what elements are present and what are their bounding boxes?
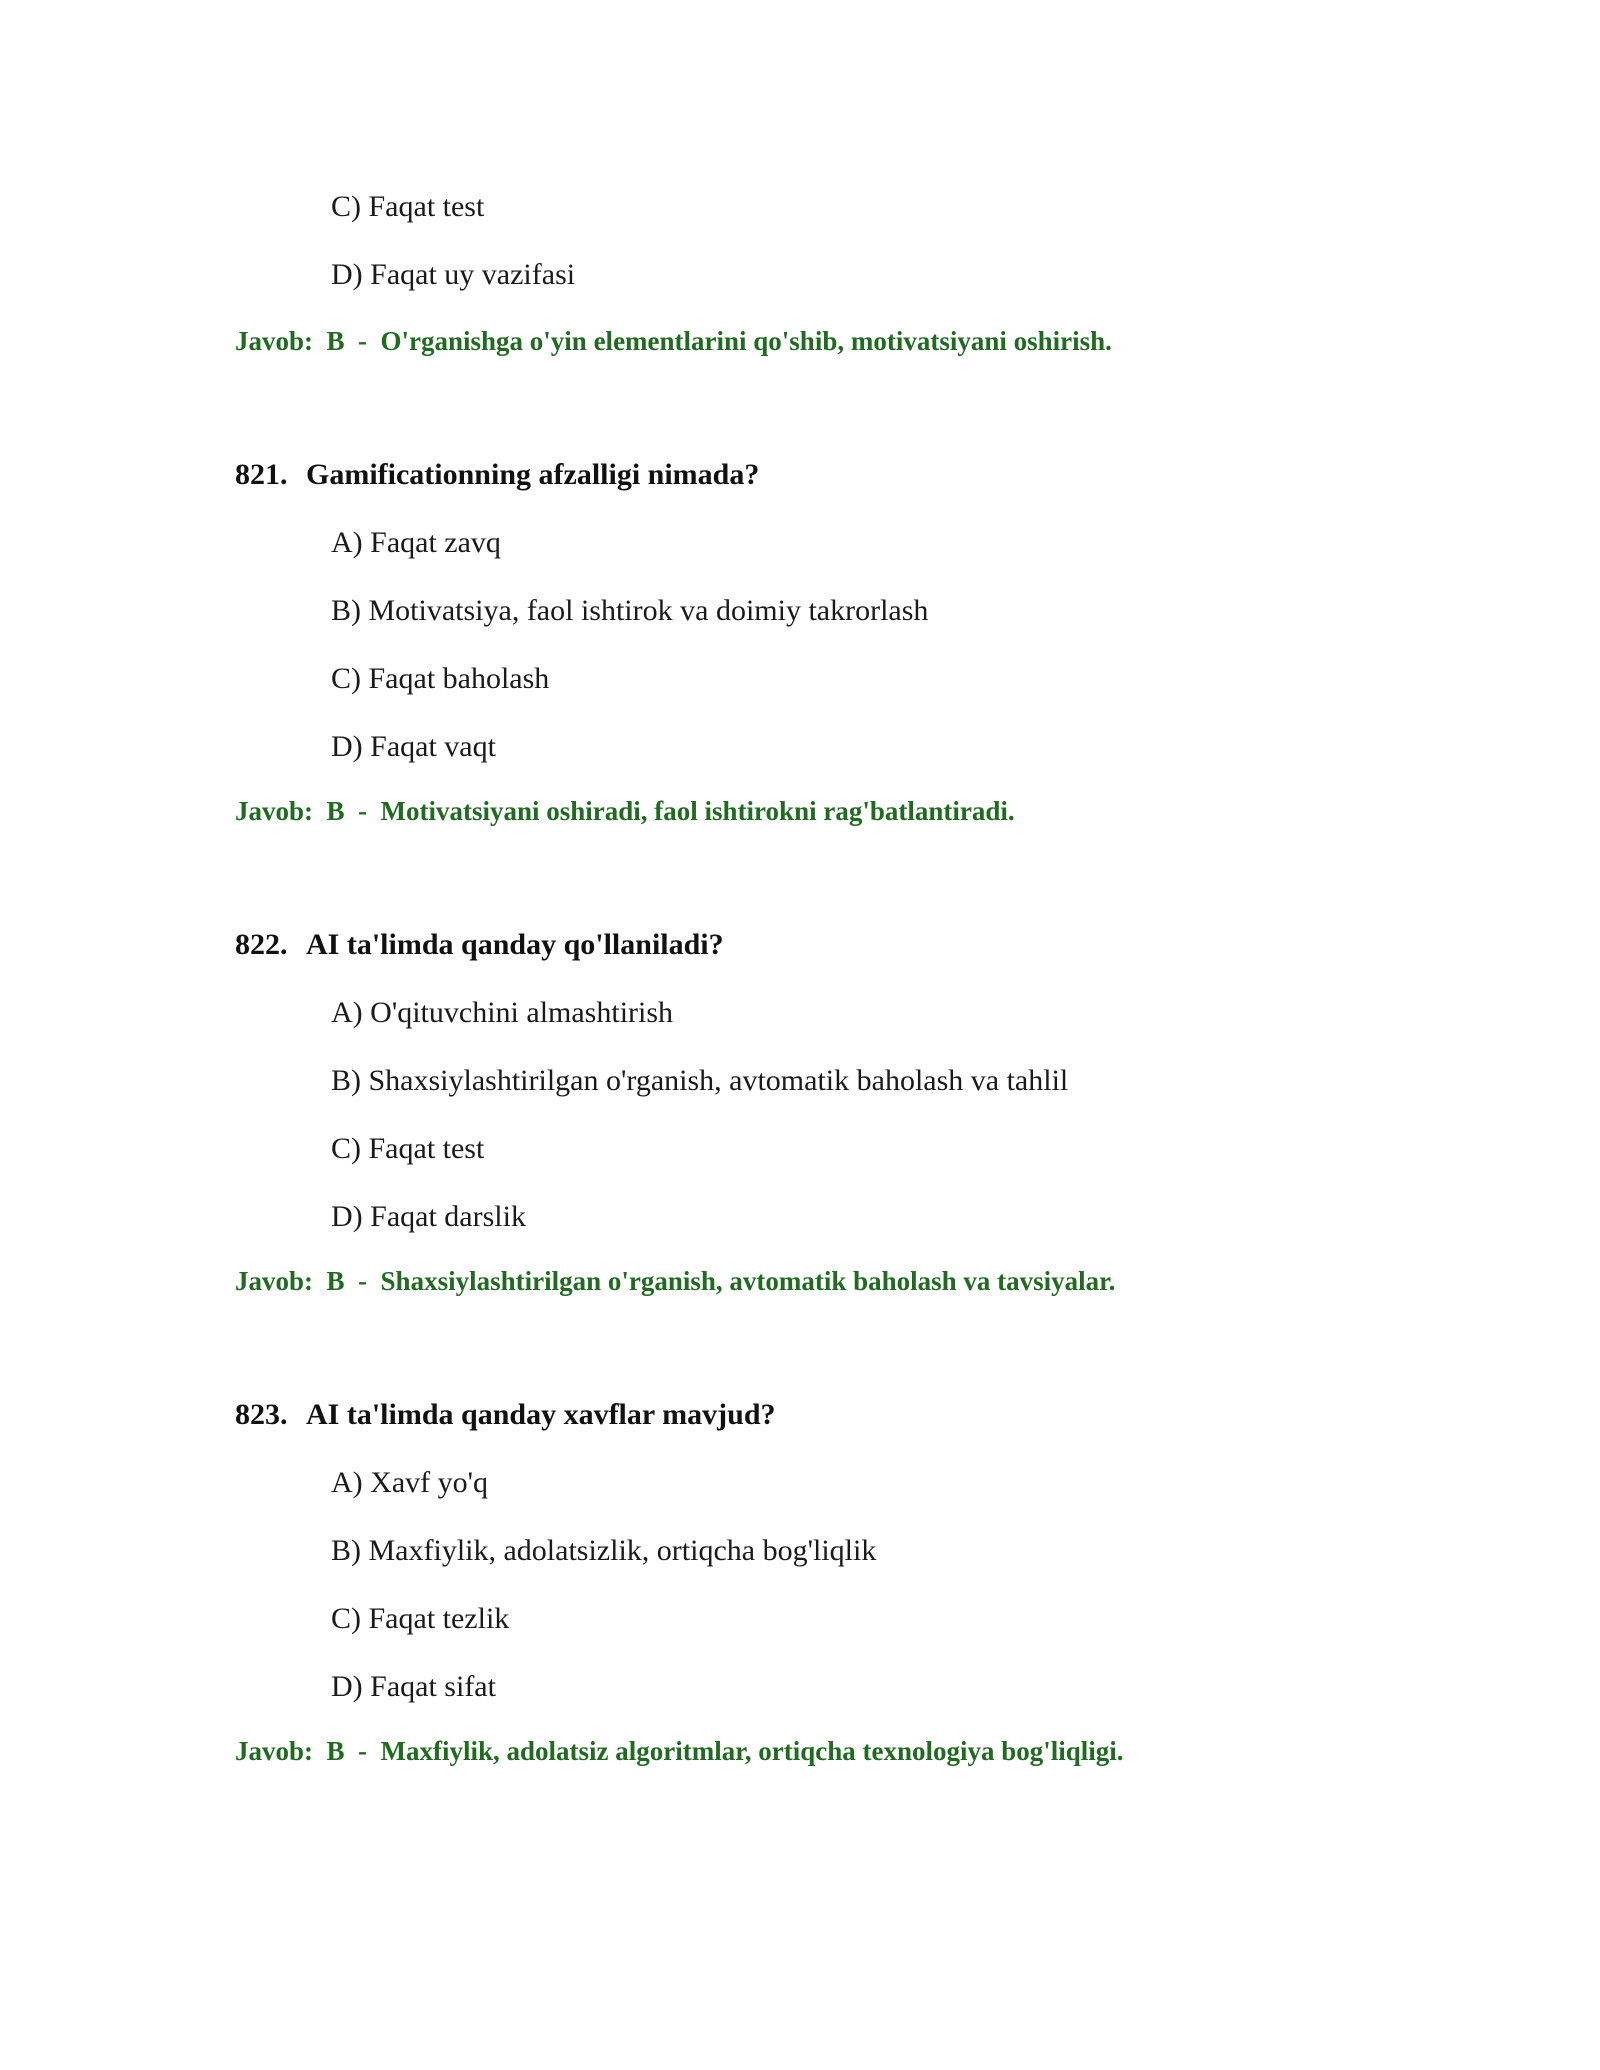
answer-label: Javob:	[235, 1266, 314, 1296]
option-a: A) Faqat zavq	[331, 526, 501, 559]
question-heading	[235, 460, 759, 490]
answer-label: Javob:	[235, 1736, 314, 1766]
answer-letter: B	[326, 1736, 345, 1766]
option-c: C) Faqat test	[331, 190, 485, 223]
answer-dash: -	[358, 1736, 368, 1766]
question-heading	[235, 1400, 776, 1430]
option-d: D) Faqat vaqt	[331, 730, 496, 763]
option-c: C) Faqat baholash	[331, 662, 550, 695]
option-c: C) Faqat test	[331, 1132, 485, 1165]
answer-letter: B	[326, 796, 345, 826]
answer-line	[235, 798, 1015, 825]
option-b: B) Motivatsiya, faol ishtirok va doimiy takrorlash	[331, 594, 929, 627]
answer-letter: B	[326, 1266, 345, 1296]
answer-line	[235, 1738, 1124, 1765]
option-b: B) Shaxsiylashtirilgan o'rganish, avtomatik baholash va tahlil	[331, 1064, 1069, 1097]
option-d: D) Faqat darslik	[331, 1200, 526, 1233]
answer-text: Shaxsiylashtirilgan o'rganish, avtomatik baholash va tavsiyalar.	[380, 1266, 1116, 1296]
question-text: AI ta'limda qanday qo'llaniladi?	[306, 928, 724, 961]
answer-text: Maxfiylik, adolatsiz algoritmlar, ortiqcha texnologiya bog'liqligi.	[380, 1736, 1124, 1766]
option-a: A) Xavf yo'q	[331, 1466, 489, 1499]
question-number: 822.	[235, 928, 288, 961]
answer-dash: -	[358, 796, 368, 826]
answer-line	[235, 1268, 1115, 1295]
answer-dash: -	[358, 326, 368, 356]
option-d: D) Faqat uy vazifasi	[331, 258, 576, 291]
answer-label: Javob:	[235, 796, 314, 826]
answer-letter: B	[326, 326, 345, 356]
option-b: B) Maxfiylik, adolatsizlik, ortiqcha bog'liqlik	[331, 1534, 877, 1567]
option-d: D) Faqat sifat	[331, 1670, 496, 1703]
question-number: 821.	[235, 458, 288, 491]
answer-dash: -	[358, 1266, 368, 1296]
option-a: A) O'qituvchini almashtirish	[331, 996, 674, 1029]
answer-text: O'rganishga o'yin elementlarini qo'shib, motivatsiyani oshirish.	[380, 326, 1112, 356]
question-number: 823.	[235, 1398, 288, 1431]
question-text: Gamificationning afzalligi nimada?	[306, 458, 760, 491]
question-text: AI ta'limda qanday xavflar mavjud?	[306, 1398, 776, 1431]
answer-label: Javob:	[235, 326, 314, 356]
option-c: C) Faqat tezlik	[331, 1602, 510, 1635]
answer-text: Motivatsiyani oshiradi, faol ishtirokni rag'batlantiradi.	[380, 796, 1015, 826]
answer-line	[235, 328, 1112, 355]
question-heading	[235, 930, 724, 960]
